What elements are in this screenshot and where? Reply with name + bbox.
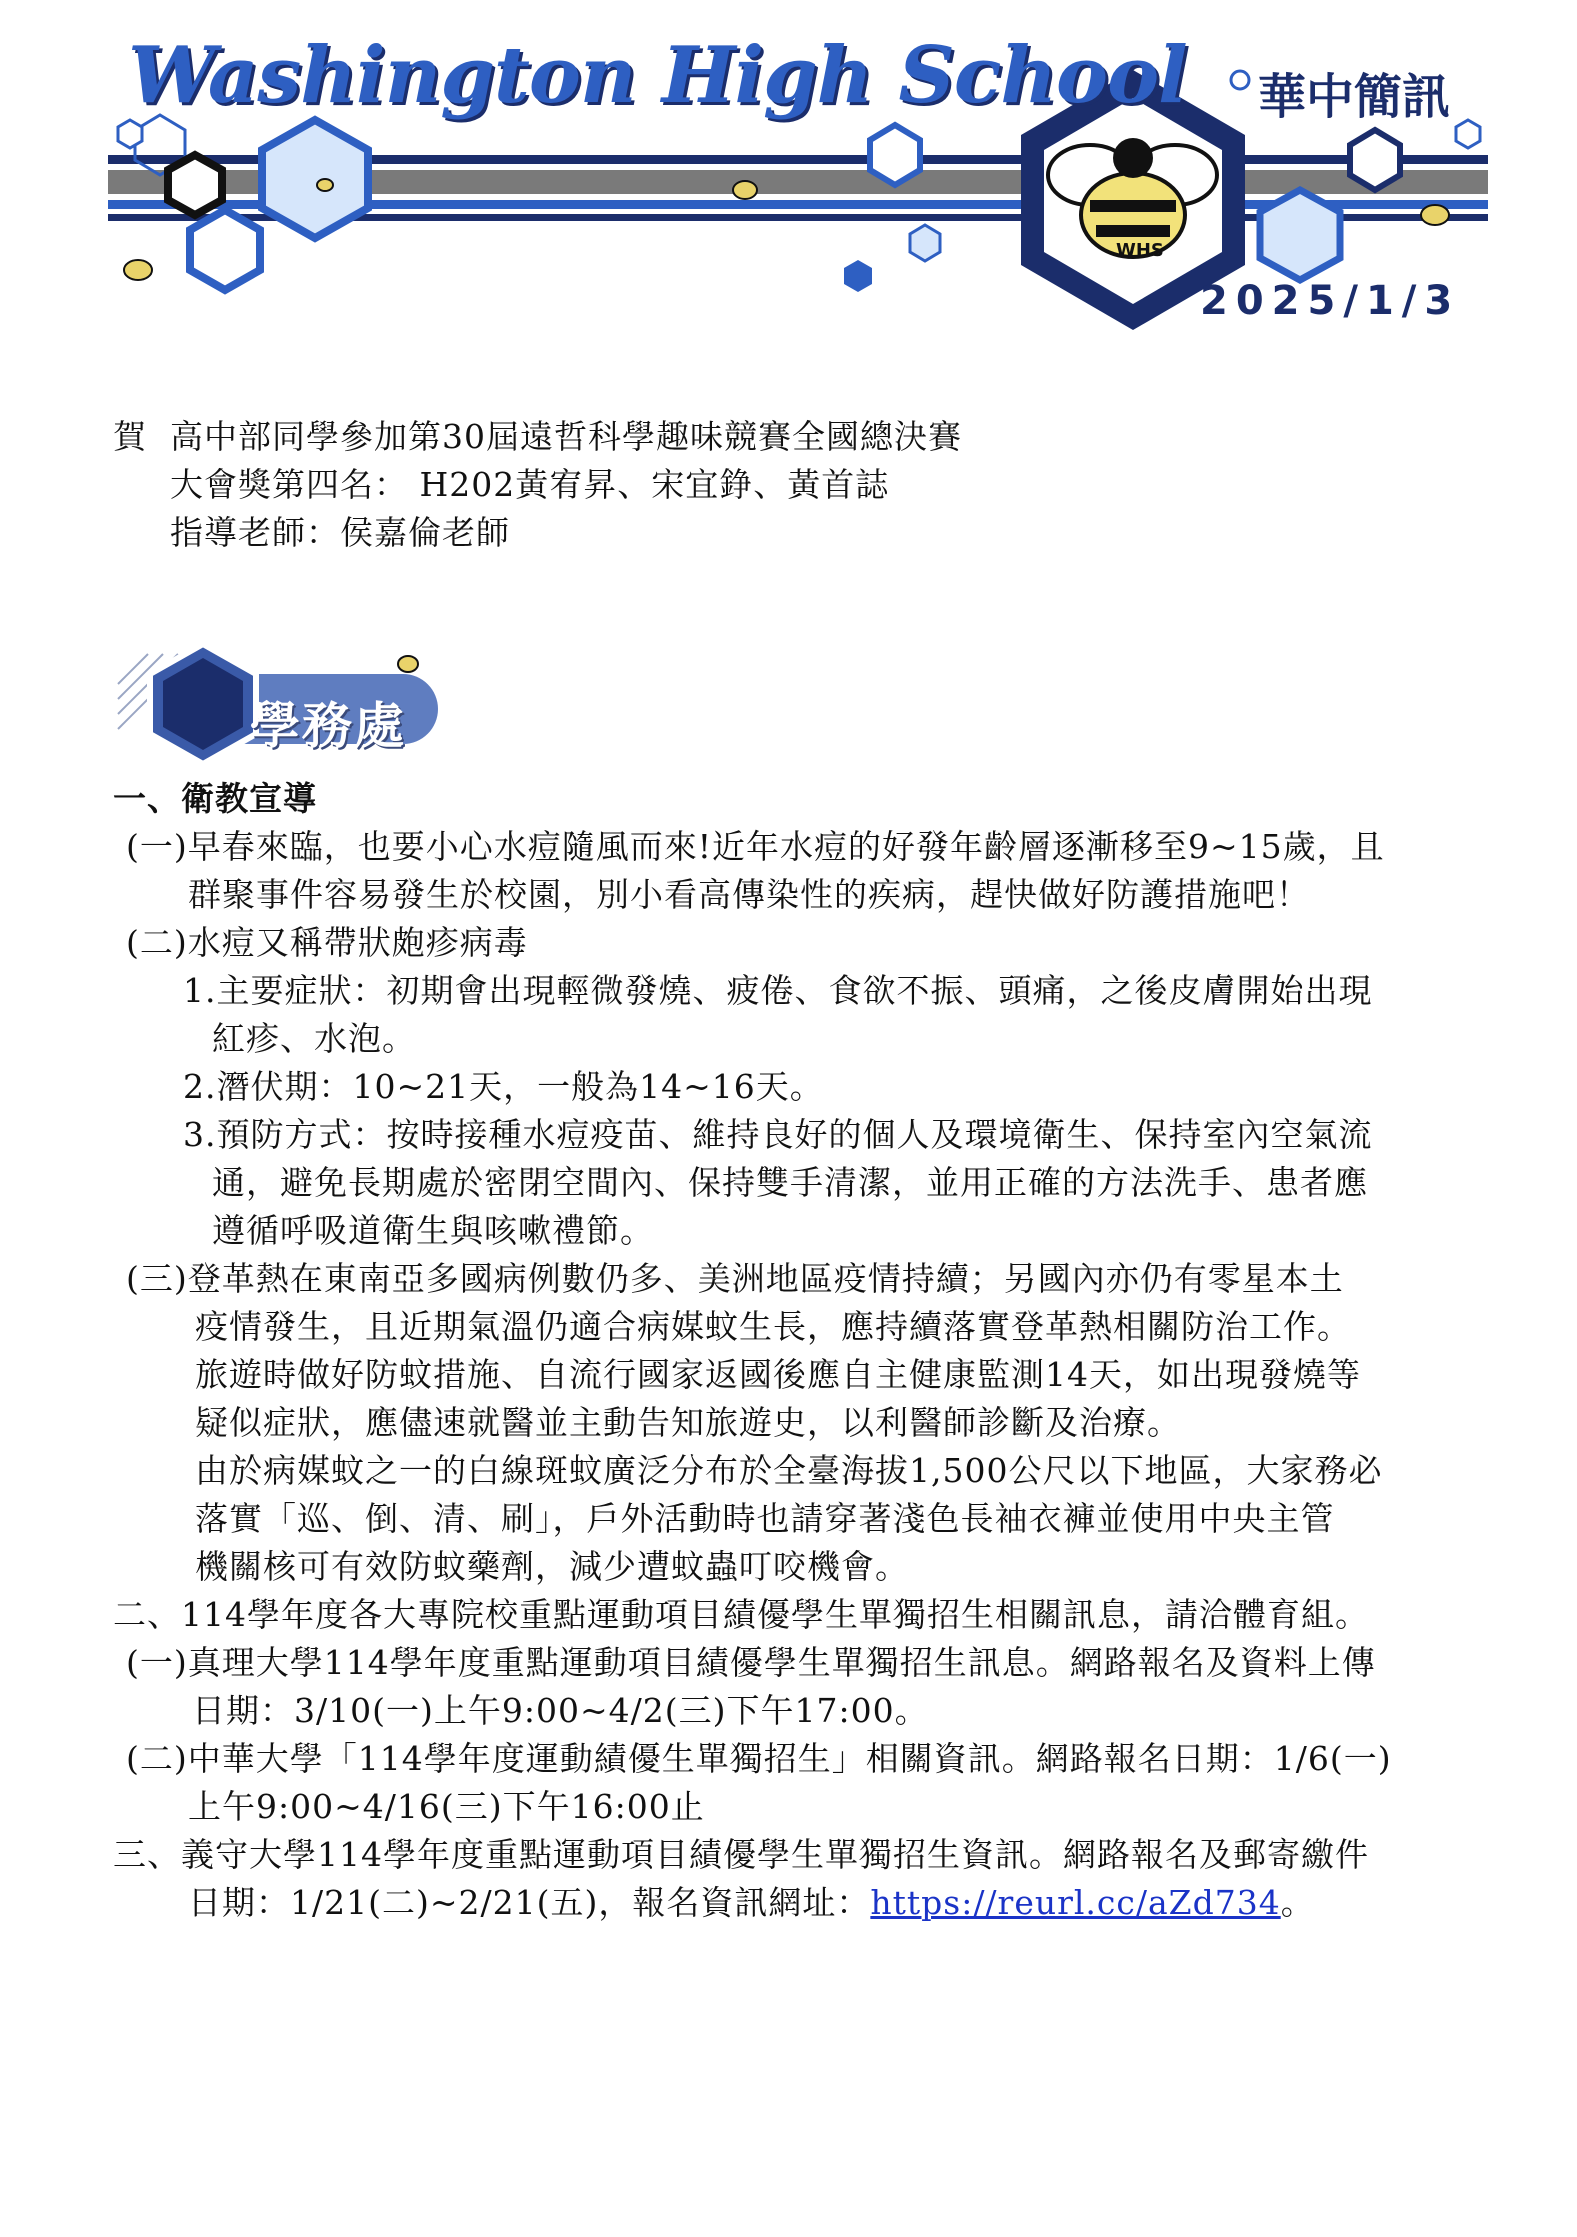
body-line: 通，避免長期處於密閉空間內、保持雙手清潔，並用正確的方法洗手、患者應 xyxy=(212,1163,1368,1202)
body-line: 2.潛伏期：10~21天，一般為14~16天。 xyxy=(183,1067,824,1106)
body-line: 機關核可有效防蚊藥劑，減少遭蚊蟲叮咬機會。 xyxy=(195,1547,909,1586)
body-line: (二)中華大學「114學年度運動績優生單獨招生」相關資訊。網路報名日期：1/6(一) xyxy=(126,1739,1392,1778)
issue-date: 2025/1/3 xyxy=(1200,278,1461,324)
body-line: 日期：3/10(一)上午9:00~4/2(三)下午17:00。 xyxy=(192,1691,929,1730)
announcement-line: 大會獎第四名： H202黃宥昇、宋宜錚、黃首誌 xyxy=(170,465,890,504)
link-suffix: 。 xyxy=(1280,1883,1315,1922)
body-line xyxy=(188,1880,1315,1926)
body-line: 旅遊時做好防蚊措施、自流行國家返國後應自主健康監測14天，如出現發燒等 xyxy=(195,1355,1361,1394)
body-line: 遵循呼吸道衛生與咳嗽禮節。 xyxy=(212,1211,654,1250)
registration-link[interactable]: https://reurl.cc/aZd734 xyxy=(870,1883,1281,1922)
logo-text: WHS xyxy=(1116,240,1164,261)
announcement-prefix: 賀 xyxy=(113,417,147,456)
body-line: 紅疹、水泡。 xyxy=(212,1019,416,1058)
newsletter-title: 華中簡訊 xyxy=(1258,69,1451,125)
body-line: (二)水痘又稱帶狀皰疹病毒 xyxy=(126,923,528,962)
body-line: 疑似症狀，應儘速就醫並主動告知旅遊史，以利醫師診斷及治療。 xyxy=(195,1403,1181,1442)
body-line: 群聚事件容易發生於校園，別小看高傳染性的疾病，趕快做好防護措施吧！ xyxy=(188,875,1310,914)
body-line: 1.主要症狀：初期會出現輕微發燒、疲倦、食欲不振、頭痛，之後皮膚開始出現 xyxy=(183,971,1373,1010)
announcement-line: 高中部同學參加第30屆遠哲科學趣味競賽全國總決賽 xyxy=(170,417,962,456)
body-line: 三、義守大學114學年度重點運動項目績優學生單獨招生資訊。網路報名及郵寄繳件 xyxy=(113,1835,1369,1874)
body-line: (三)登革熱在東南亞多國病例數仍多、美洲地區疫情持續；另國內亦仍有零星本土 xyxy=(126,1259,1344,1298)
body-line: 疫情發生，且近期氣溫仍適合病媒蚊生長，應持續落實登革熱相關防治工作。 xyxy=(195,1307,1351,1346)
body-line: 二、114學年度各大專院校重點運動項目績優學生單獨招生相關訊息，請洽體育組。 xyxy=(113,1595,1369,1634)
heading-line: 一、衛教宣導 xyxy=(113,779,317,818)
body-line: 上午9:00~4/16(三)下午16:00止 xyxy=(188,1787,705,1826)
body-line: (一)真理大學114學年度重點運動項目績優學生單獨招生訊息。網路報名及資料上傳 xyxy=(126,1643,1376,1682)
body-line: 落實「巡、倒、清、刷」，戶外活動時也請穿著淺色長袖衣褲並使用中央主管 xyxy=(195,1499,1335,1538)
body-line: 由於病媒蚊之一的白線斑蚊廣泛分布於全臺海拔1,500公尺以下地區，大家務必 xyxy=(195,1451,1383,1490)
section-title: 學務處 xyxy=(250,697,406,755)
school-name: Washington High School xyxy=(128,30,1187,121)
announcement-line: 指導老師：侯嘉倫老師 xyxy=(170,513,510,552)
registration-date-text: 日期：1/21(二)~2/21(五)，報名資訊網址： xyxy=(188,1883,871,1922)
body-line: (一)早春來臨，也要小心水痘隨風而來!近年水痘的好發年齡層逐漸移至9~15歲，且 xyxy=(126,827,1385,866)
body-line: 3.預防方式：按時接種水痘疫苗、維持良好的個人及環境衛生、保持室內空氣流 xyxy=(183,1115,1373,1154)
